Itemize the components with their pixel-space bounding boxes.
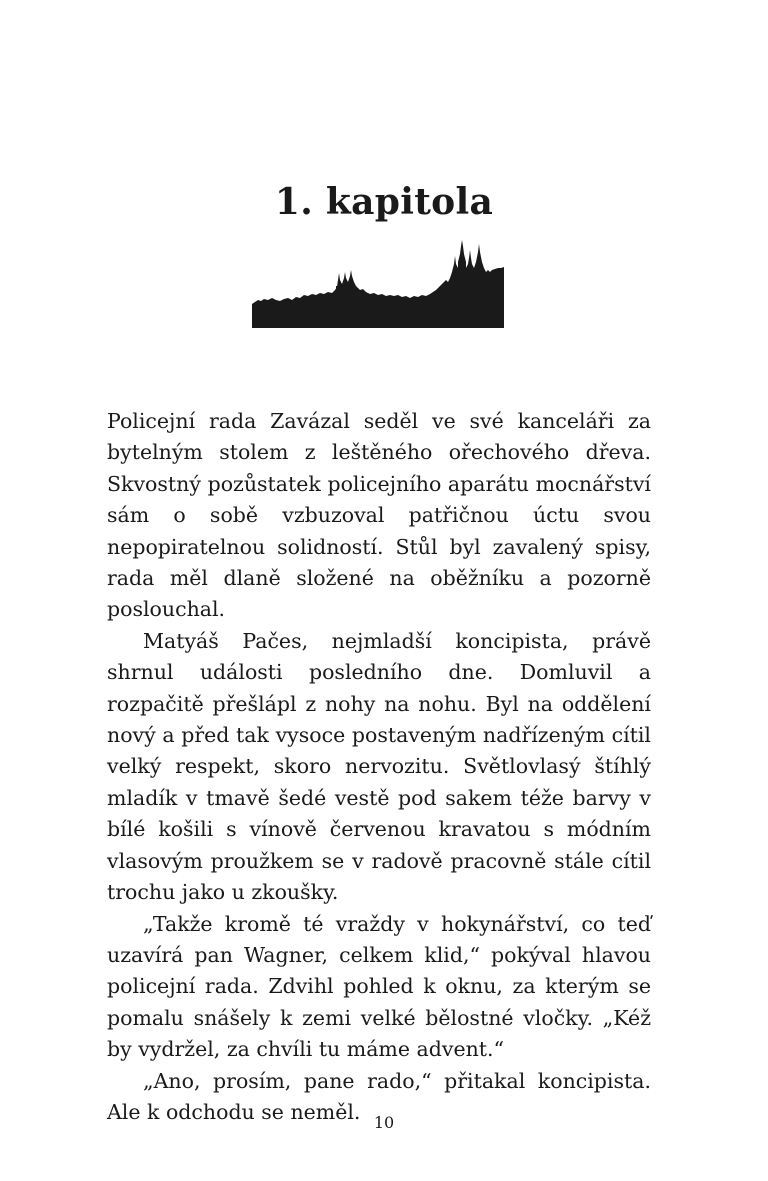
- page-number: 10: [373, 1113, 395, 1132]
- chapter-title: 1. kapitola: [274, 181, 494, 223]
- paragraph: Policejní rada Zavázal seděl ve své kanceláři za bytelným stolem z leštěného ořechového dřeva. Skvostný pozůstatek policejního aparátu mocnářství sám o sobě vzbuzoval patřičnou úctu svou nepopiratelnou solidností. Stůl byl zavalený spisy, rada měl dlaně složené na oběžníku a pozorně poslouchal.: [107, 409, 651, 622]
- paragraph: „Ano, prosím, pane rado,“ přitakal koncipista. Ale k odchodu se neměl.: [107, 1068, 651, 1124]
- paragraph: „Takže kromě té vraždy v hokynářství, co teď uzavírá pan Wagner, celkem klid,“ pokýval hlavou policejní rada. Zdvihl pohled k oknu, za kterým se pomalu snášely k zemi velké bělostné vločky. „Kéž by vydržel, za chvíli tu máme advent.“: [107, 911, 651, 1062]
- prague-skyline-icon: [252, 240, 504, 328]
- paragraph: Matyáš Pačes, nejmladší koncipista, právě shrnul události posledního dne. Domluvil a rozpačitě přešlápl z nohy na nohu. Byl na oddělení nový a před tak vysoce postaveným nadřízeným cítil velký respekt, skoro nervozitu. Světlovlasý štíhlý mladík v tmavě šedé vestě pod sakem téže barvy v bílé košili s vínově červenou kravatou s módním vlasovým proužkem se v radově pracovně stále cítil trochu jako u zkoušky.: [107, 628, 651, 905]
- chapter-body: [107, 406, 651, 1128]
